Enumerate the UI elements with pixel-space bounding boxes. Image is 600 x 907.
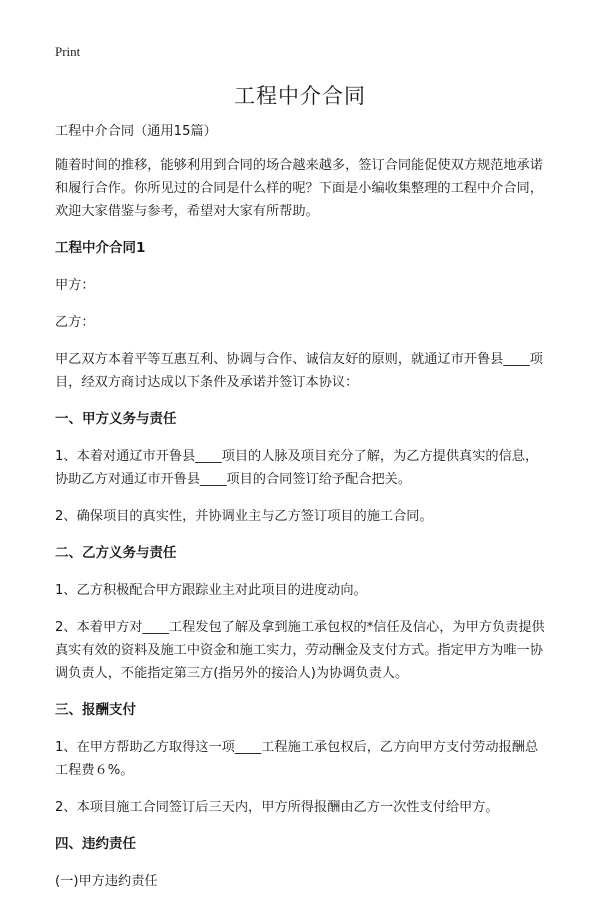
- clause-heading-payment: 三、报酬支付: [55, 702, 136, 718]
- clause-2-item-1: 1、乙方积极配合甲方跟踪业主对此项目的进度动向。: [55, 583, 367, 598]
- clause-heading-party-a-duties: 一、甲方义务与责任: [55, 411, 177, 427]
- clause-3-item-1: 1、在甲方帮助乙方取得这一项____工程施工承包权后，乙方向甲方支付劳动报酬总工程费６%。: [55, 740, 539, 778]
- clause-heading-party-b-duties: 二、乙方义务与责任: [55, 545, 177, 561]
- document-subtitle: 工程中介合同（通用15篇）: [55, 124, 217, 139]
- clause-1-item-2: 2、确保项目的真实性，并协调业主与乙方签订项目的施工合同。: [55, 509, 433, 524]
- document-body: [55, 120, 547, 907]
- clause-1-item-1: 1、本着对通辽市开鲁县____项目的人脉及项目充分了解，为乙方提供真实的信息，协助乙方对通辽市开鲁县____项目的合同签订给予配合把关。: [55, 449, 539, 487]
- section-heading-contract-1: 工程中介合同1: [55, 240, 146, 256]
- party-a-line: 甲方：: [55, 278, 95, 293]
- preamble-paragraph: 甲乙双方本着平等互惠互利、协调与合作、诚信友好的原则，就通辽市开鲁县____项目，经双方商讨达成以下条件及承诺并签订本协议：: [55, 352, 543, 390]
- clause-2-item-2: 2、本着甲方对____工程发包了解及拿到施工承包权的*信任及信心，为甲方负责提供真实有效的资料及施工中资金和施工实力，劳动酬金及支付方式。指定甲方为唯一协调负责人，不能指定第三方(指另外的接洽人)为协调负责人。: [55, 620, 545, 681]
- clause-3-item-2: 2、本项目施工合同签订后三天内，甲方所得报酬由乙方一次性支付给甲方。: [55, 800, 499, 815]
- print-link[interactable]: Print: [55, 44, 81, 59]
- intro-paragraph: 随着时间的推移，能够利用到合同的场合越来越多，签订合同能促使双方规范地承诺和履行合作。你所见过的合同是什么样的呢？下面是小编收集整理的工程中介合同，欢迎大家借鉴与参考，希望对大家有所帮助。: [55, 158, 543, 219]
- party-b-line: 乙方：: [55, 315, 95, 330]
- clause-heading-liability: 四、违约责任: [55, 836, 136, 852]
- clause-4-item-1: (一)甲方违约责任: [55, 874, 158, 889]
- page-title: 工程中介合同: [234, 84, 366, 108]
